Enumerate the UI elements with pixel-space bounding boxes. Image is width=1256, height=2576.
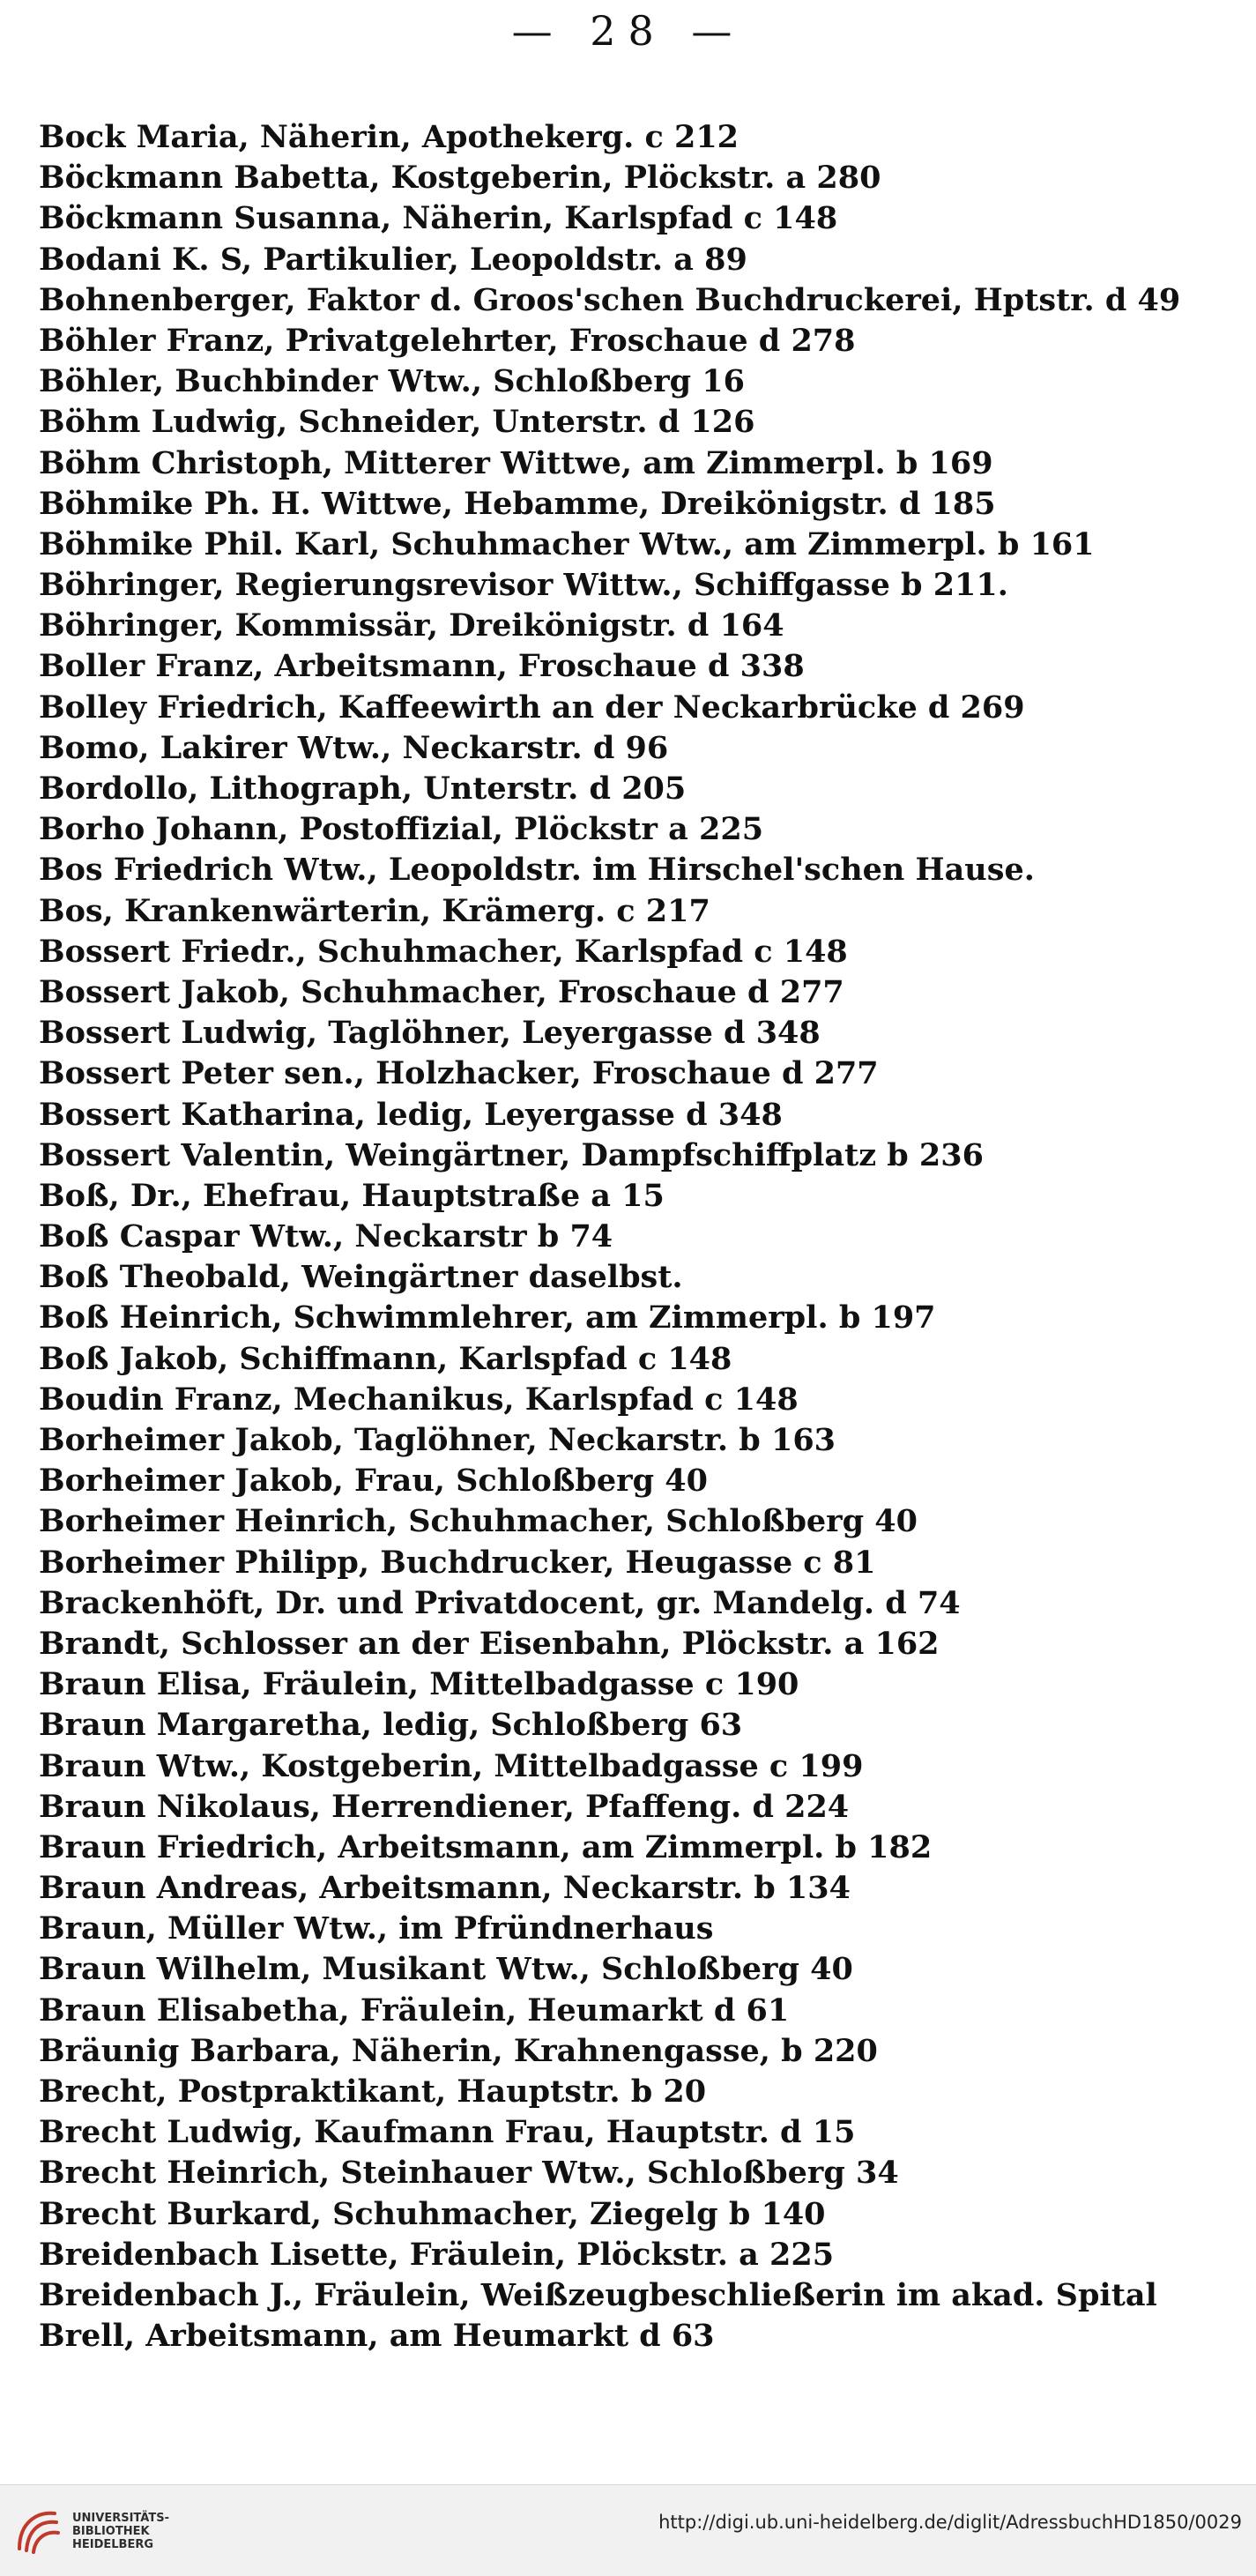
directory-entry: Brell, Arbeitsmann, am Heumarkt d 63	[39, 2318, 715, 2355]
directory-entry: Böhler, Buchbinder Wtw., Schloßberg 16	[39, 363, 746, 400]
university-library-logo-icon	[11, 2505, 63, 2557]
directory-entry: Brackenhöft, Dr. und Privatdocent, gr. Mandelg. d 74	[39, 1584, 961, 1621]
directory-entry: Boß Heinrich, Schwimmlehrer, am Zimmerpl. b 197	[39, 1299, 936, 1336]
directory-entry: Bossert Peter sen., Holzhacker, Froschaue d 277	[39, 1055, 879, 1092]
directory-entry: Bossert Ludwig, Taglöhner, Leyergasse d 348	[39, 1015, 821, 1052]
directory-entry: Brecht Ludwig, Kaufmann Frau, Hauptstr. d 15	[39, 2114, 856, 2151]
page-number: — 28 —	[511, 7, 745, 55]
directory-entry: Brandt, Schlosser an der Eisenbahn, Plöckstr. a 162	[39, 1625, 940, 1662]
directory-entry: Böhler Franz, Privatgelehrter, Froschaue d 278	[39, 322, 856, 359]
directory-entry: Braun Andreas, Arbeitsmann, Neckarstr. b 134	[39, 1870, 851, 1907]
directory-entry: Böckmann Babetta, Kostgeberin, Plöckstr. a 280	[39, 160, 881, 197]
directory-entry: Braun Wtw., Kostgeberin, Mittelbadgasse c 199	[39, 1747, 864, 1784]
library-name-line: HEIDELBERG	[72, 2538, 154, 2551]
directory-entry: Bos Friedrich Wtw., Leopoldstr. im Hirschel'schen Hause.	[39, 852, 1035, 889]
directory-entry: Braun, Müller Wtw., im Pfründnerhaus	[39, 1910, 714, 1947]
directory-entry: Boß Jakob, Schiffmann, Karlspfad c 148	[39, 1340, 732, 1377]
directory-entry: Brecht Burkard, Schuhmacher, Ziegelg b 140	[39, 2195, 826, 2232]
directory-entry: Bock Maria, Näherin, Apothekerg. c 212	[39, 119, 739, 155]
directory-entry: Braun Elisabetha, Fräulein, Heumarkt d 61	[39, 1992, 790, 2029]
directory-entry: Bossert Katharina, ledig, Leyergasse d 348	[39, 1096, 783, 1133]
directory-entry: Bossert Jakob, Schuhmacher, Froschaue d 277	[39, 973, 844, 1010]
directory-entry: Borheimer Heinrich, Schuhmacher, Schloßberg 40	[39, 1503, 918, 1540]
directory-entry: Böhringer, Kommissär, Dreikönigstr. d 164	[39, 607, 784, 644]
directory-entry: Böhmike Ph. H. Wittwe, Hebamme, Dreikönigstr. d 185	[39, 485, 996, 522]
directory-entry: Braun Nikolaus, Herrendiener, Pfaffeng. d 224	[39, 1788, 850, 1825]
directory-entry: Breidenbach J., Fräulein, Weißzeugbeschließerin im akad. Spital	[39, 2276, 1157, 2313]
directory-entry: Boller Franz, Arbeitsmann, Froschaue d 338	[39, 648, 805, 685]
directory-entry: Böhringer, Regierungsrevisor Wittw., Schiffgasse b 211.	[39, 567, 1008, 604]
directory-entry: Bodani K. S, Partikulier, Leopoldstr. a 89	[39, 241, 747, 278]
directory-entry: Bossert Friedr., Schuhmacher, Karlspfad c 148	[39, 933, 848, 970]
directory-entry: Bohnenberger, Faktor d. Groos'schen Buchdruckerei, Hptstr. d 49	[39, 281, 1181, 318]
directory-entry: Bossert Valentin, Weingärtner, Dampfschiffplatz b 236	[39, 1136, 984, 1173]
directory-entry: Braun Wilhelm, Musikant Wtw., Schloßberg 40	[39, 1951, 853, 1988]
directory-entry: Boß, Dr., Ehefrau, Hauptstraße a 15	[39, 1177, 665, 1214]
directory-entry: Borheimer Jakob, Frau, Schloßberg 40	[39, 1463, 708, 1500]
directory-entry: Bomo, Lakirer Wtw., Neckarstr. d 96	[39, 729, 669, 766]
directory-entry: Braun Margaretha, ledig, Schloßberg 63	[39, 1707, 743, 1744]
directory-entry: Boß Theobald, Weingärtner daselbst.	[39, 1259, 683, 1296]
source-url-link[interactable]: http://digi.ub.uni-heidelberg.de/diglit/AdressbuchHD1850/0029	[658, 2512, 1242, 2533]
directory-entry: Braun Elisa, Fräulein, Mittelbadgasse c 190	[39, 1666, 799, 1703]
directory-entry: Böhmike Phil. Karl, Schuhmacher Wtw., am Zimmerpl. b 161	[39, 525, 1095, 562]
directory-entry: Böhm Christoph, Mitterer Wittwe, am Zimmerpl. b 169	[39, 444, 993, 481]
directory-entry: Bolley Friedrich, Kaffeewirth an der Neckarbrücke d 269	[39, 689, 1025, 726]
footer-bar	[0, 2484, 1256, 2576]
directory-entry: Böhm Ludwig, Schneider, Unterstr. d 126	[39, 404, 755, 441]
directory-entry: Breidenbach Lisette, Fräulein, Plöckstr. a 225	[39, 2236, 835, 2273]
directory-entry: Borheimer Philipp, Buchdrucker, Heugasse c 81	[39, 1544, 876, 1581]
directory-entry: Borho Johann, Postoffizial, Plöckstr a 225	[39, 811, 764, 848]
directory-entry: Brecht, Postpraktikant, Hauptstr. b 20	[39, 2073, 707, 2110]
directory-entry: Bräunig Barbara, Näherin, Krahnengasse, b 220	[39, 2032, 878, 2069]
directory-entry: Brecht Heinrich, Steinhauer Wtw., Schloßberg 34	[39, 2155, 899, 2192]
directory-entries	[39, 117, 1229, 2356]
directory-entry: Braun Friedrich, Arbeitsmann, am Zimmerpl. b 182	[39, 1828, 933, 1865]
library-name-line: BIBLIOTHEK	[72, 2525, 150, 2538]
directory-entry: Bordollo, Lithograph, Unterstr. d 205	[39, 771, 687, 807]
library-name	[72, 2512, 169, 2551]
directory-entry: Bos, Krankenwärterin, Krämerg. c 217	[39, 892, 710, 929]
directory-entry: Böckmann Susanna, Näherin, Karlspfad c 148	[39, 200, 838, 237]
directory-entry: Borheimer Jakob, Taglöhner, Neckarstr. b 163	[39, 1422, 836, 1458]
library-name-line: UNIVERSITÄTS-	[72, 2512, 169, 2525]
directory-entry: Boudin Franz, Mechanikus, Karlspfad c 148	[39, 1381, 799, 1418]
directory-entry: Boß Caspar Wtw., Neckarstr b 74	[39, 1218, 613, 1255]
